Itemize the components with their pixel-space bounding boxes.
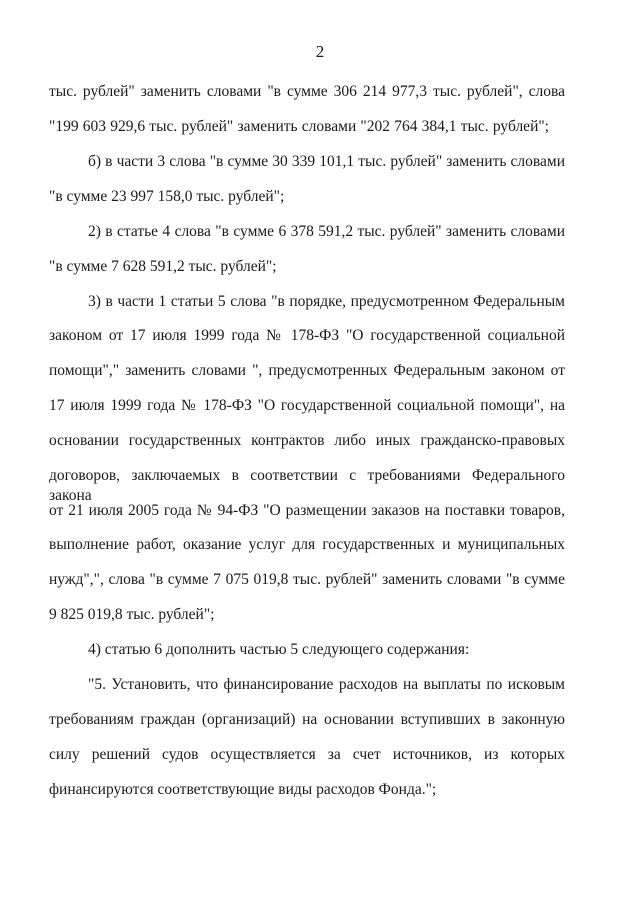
text-line: помощи"," заменить словами ", предусмотренных Федеральным законом от: [49, 362, 565, 379]
text-line: 2) в статье 4 слова "в сумме 6 378 591,2 тыс. рублей" заменить словами: [88, 223, 565, 240]
text-line: финансируются соответствующие виды расходов Фонда.";: [49, 781, 437, 798]
text-line: 9 825 019,8 тыс. рублей";: [49, 606, 215, 623]
page-number: 2: [315, 42, 325, 61]
text-line: 17 июля 1999 года № 178-ФЗ "О государственной социальной помощи", на: [49, 397, 565, 414]
text-line: "199 603 929,6 тыс. рублей" заменить словами "202 764 384,1 тыс. рублей";: [49, 118, 549, 135]
text-line: нужд",", слова "в сумме 7 075 019,8 тыс. рублей" заменить словами "в сумме: [49, 571, 565, 588]
text-line: законом от 17 июля 1999 года № 178-ФЗ "О государственной социальной: [49, 327, 565, 344]
text-line: выполнение работ, оказание услуг для государственных и муниципальных: [49, 536, 565, 553]
text-line: от 21 июля 2005 года № 94-ФЗ "О размещении заказов на поставки товаров,: [49, 502, 565, 519]
text-line: основании государственных контрактов либо иных гражданско-правовых: [49, 432, 565, 449]
text-line: 3) в части 1 статьи 5 слова "в порядке, предусмотренном Федеральным: [88, 293, 565, 310]
text-line: "в сумме 7 628 591,2 тыс. рублей";: [49, 258, 277, 275]
text-line: тыс. рублей" заменить словами "в сумме 306 214 977,3 тыс. рублей", слова: [49, 83, 565, 100]
text-line: силу решений судов осуществляется за счет источников, из которых: [49, 746, 565, 763]
text-line: требованиям граждан (организаций) на основании вступивших в законную: [49, 711, 565, 728]
text-line: 4) статью 6 дополнить частью 5 следующего содержания:: [88, 641, 470, 658]
text-line: "в сумме 23 997 158,0 тыс. рублей";: [49, 188, 285, 205]
text-line: б) в части 3 слова "в сумме 30 339 101,1 тыс. рублей" заменить словами: [88, 153, 565, 170]
text-line: "5. Установить, что финансирование расходов на выплаты по исковым: [88, 676, 565, 693]
text-line: договоров, заключаемых в соответствии с требованиями Федерального закона: [49, 467, 565, 504]
